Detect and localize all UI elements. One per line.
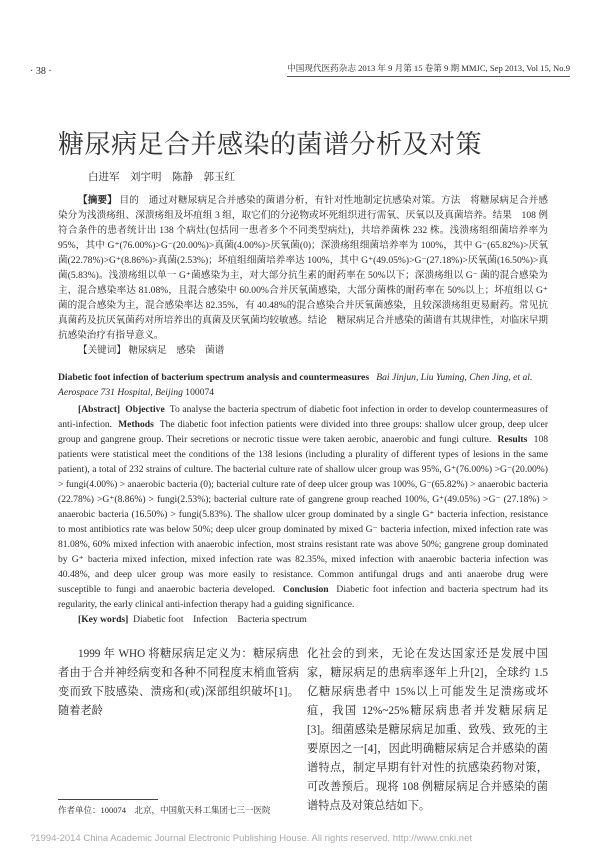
results-label: Results	[497, 434, 528, 445]
english-title-block	[58, 370, 548, 400]
keywords: Diabetic foot Infection Bacteria spectrum	[133, 614, 307, 625]
postcode: 100074	[185, 387, 215, 398]
body-column-left: 1999 年 WHO 将糖尿病足定义为：糖尿病患者由于合并神经病变和各种不同程度末梢血管病变而致下肢感染、溃疡和(或)深部组织破坏[1]。随着老龄	[58, 648, 299, 717]
article	[30, 129, 570, 816]
english-title: Diabetic foot infection of bacterium spectrum analysis and countermeasures	[58, 372, 370, 383]
article-title: 糖尿病足合并感染的菌谱分析及对策	[58, 130, 483, 160]
page-number: · 38 ·	[30, 66, 52, 77]
methods-label: Methods	[118, 419, 154, 430]
conclusion-label: Conclusion	[282, 584, 329, 595]
english-affiliation: Aerospace 731 Hospital, Beijing	[58, 387, 183, 398]
objective-text: To analyse the bacteria spectrum of diabetic foot infection in order to develop countermeasures of anti-infection.	[58, 404, 549, 430]
authors: 白进军 刘宇明 陈静 郭玉红	[88, 172, 235, 183]
keywords-label: 【关键词】	[78, 345, 126, 356]
abstract-label: [Abstract]	[78, 404, 121, 415]
english-abstract	[58, 402, 548, 627]
keywords-label: [Key words]	[78, 614, 129, 625]
left-column	[58, 645, 299, 816]
conclusion-text: Diabetic foot infection and bacteria spectrum had its regularity, the early clinical anti-infection therapy had a guiding significance.	[58, 584, 548, 610]
page-header	[30, 62, 570, 77]
keywords: 糖尿病足 感染 菌谱	[128, 345, 225, 356]
methods-text: The diabetic foot infection patients were divided into three groups: shallow ulcer group, deep ulcer group and gangrene group. Their secretions or necrotic tissue were taken aerobic, anaerobic and fungi culture.	[58, 419, 549, 445]
objective-label: Objective	[125, 404, 165, 415]
footnote-divider	[58, 799, 158, 800]
results-text: 108 patients were statistical meet the conditions of the 138 lesions (including a plurality of different types of lesions in the same patient), a total of 232 strains of culture. The bacterial culture rate of shallow ulcer group was 95%, G⁺(76.00%) >G⁻(20.00%) > fungi(4.00%) > anaerobic bacteria (0); bacterial culture rate of deep ulcer group was 100%, G⁻(65.82%) > anaerobic bacteria (22.78%) >G⁺(8.86%) > fungi(2.53%); bacterial culture rate of gangrene group reached 100%, G⁺(49.05%) >G⁻ (27.18%) > anaerobic bacteria (16.50%) > fungi(5.83%). The shallow ulcer group dominated by a single G⁺ bacteria infection, resistance to most antibiotics rate was below 50%; deep ulcer group dominated by mixed G⁻ bacteria infection, mixed infection rate was 81.08%, 60% mixed infection with anaerobic infection, most strains resistant rate was above 50%; gangrene group dominated by G⁺ bacteria mixed infection, mixed infection rate was 82.35%, mixed infection with anaerobic bacteria infection was 40.48%, and deep ulcer group was more easily to resistance. Common antifungal drugs and anti anaerobe drug were susceptible to fungi and anaerobic bacteria developed.	[58, 434, 549, 595]
author-affiliation-footnote: 作者单位：100074 北京，中国航天科工集团七三一医院	[58, 805, 271, 815]
copyright-notice: ?1994-2014 China Academic Journal Electronic Publishing House. All rights reserved. http://www.cnki.net	[30, 833, 472, 844]
right-column	[307, 645, 548, 816]
abstract-label: 【摘要】	[78, 195, 117, 206]
chinese-abstract	[58, 193, 548, 358]
running-head: 中国现代医药杂志 2013 年 9 月第 15 卷第 9 期 MMJC, Sep 2013, Vol 15, No.9	[287, 62, 570, 77]
body-columns	[58, 645, 548, 816]
body-column-right: 化社会的到来，无论在发达国家还是发展中国家，糖尿病足的患病率逐年上升[2]，全球约 1.5 亿糖尿病患者中 15%以上可能发生足溃疡或坏疽，我国 12%~25%糖尿病患者并发糖尿病足[3]。细菌感染是糖尿病足加重、致残、致死的主要原因之一[4]，因此明确糖尿病足合并感染的菌谱特点，制定早期有针对性的抗感染药物对策，可改善预后。现将 108 例糖尿病足合并感染的菌谱特点及对策总结如下。	[307, 648, 548, 812]
english-authors: Bai Jinjun, Liu Yuming, Chen Jing, et al.	[376, 372, 533, 383]
abstract-text: 目的 通过对糖尿病足合并感染的菌谱分析，有针对性地制定抗感染对策。方法 将糖尿病足合并感染分为浅溃疡组、深溃疡组及坏疽组 3 组，取它们的分泌物或坏死组织进行需氧、厌氧以及真菌培养。结果 108 例符合条件的患者统计出 138 个病灶(包括同一患者多个不同类型病灶)，共培养菌株 232 株。浅溃疡组细菌培养率为 95%，其中 G⁺(76.00%)>G⁻(20.00%)>真菌(4.00%)>厌氧菌(0)；深溃疡组细菌培养率为 100%，其中 G⁻(65.82%)>厌氧菌(22.78%)>G⁺(8.86%)>真菌(2.53%)；坏疽组细菌培养率达 100%，其中 G⁺(49.05%)>G⁻(27.18%)>厌氧菌(16.50%)>真菌(5.83%)。浅溃疡组以单一 G⁺菌感染为主，对大部分抗生素的耐药率在 50%以下；深溃疡组以 G⁻ 菌的混合感染为主，混合感染率达 81.08%，且混合感染中 60.00%合并厌氧菌感染，大部分菌株的耐药率在 50%以上；坏疽组以 G⁺菌的混合感染为主，混合感染率达 82.35%，有 40.48%的混合感染合并厌氧菌感染，且较深溃疡组更易耐药。常见抗真菌药及抗厌氧菌药对所培养出的真菌及厌氧菌均较敏感。结论 糖尿病足合并感染的菌谱有其规律性，对临床早期抗感染治疗有指导意义。	[58, 195, 548, 341]
